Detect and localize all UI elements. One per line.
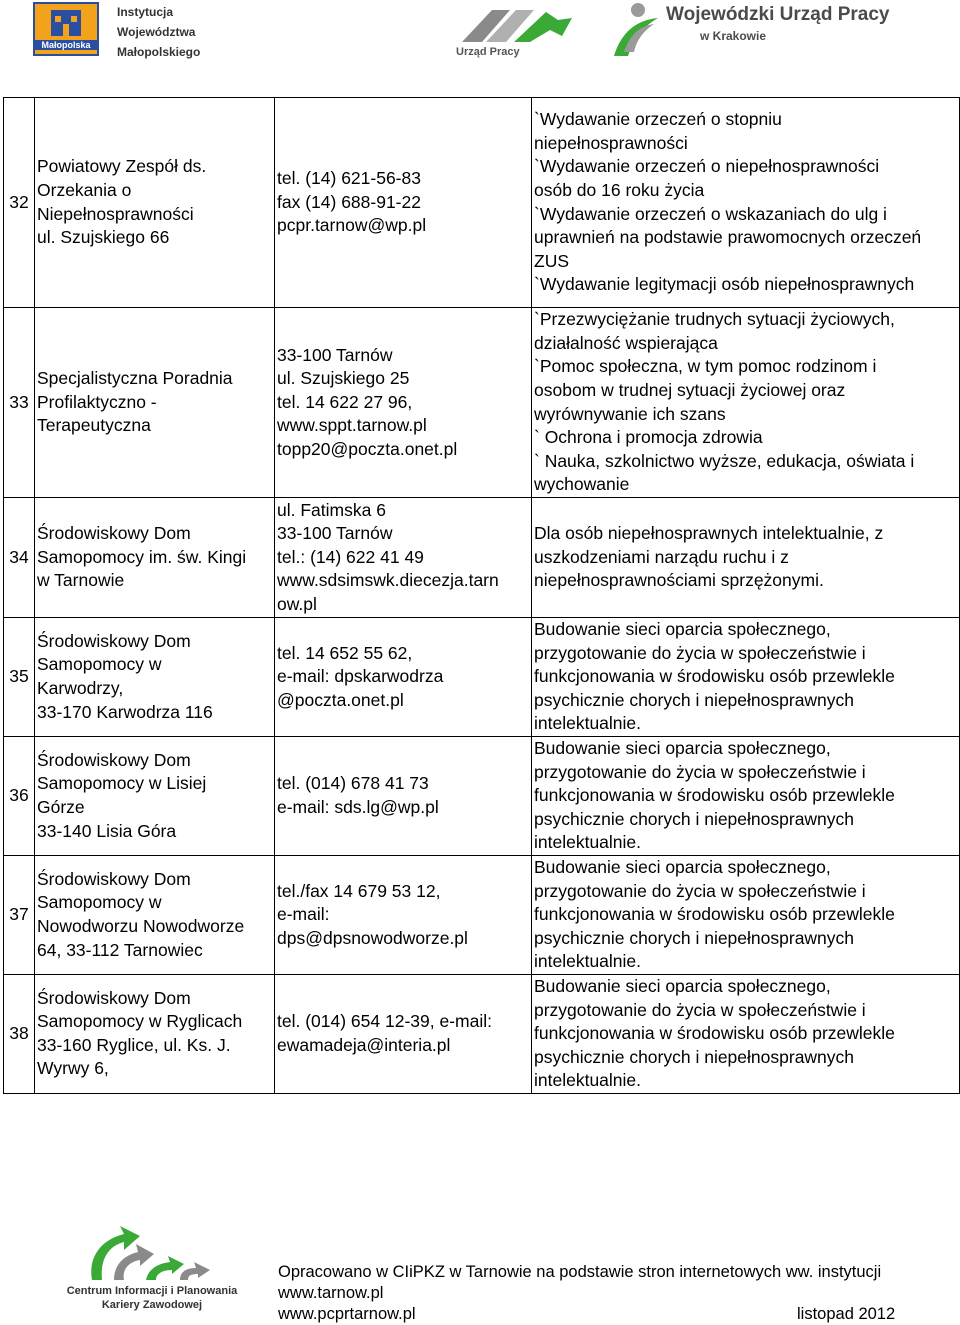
urzad-pracy-arrow-icon	[452, 2, 592, 48]
row-number: 32	[4, 98, 35, 308]
text-line: funkcjonowania w środowisku osób przewlekle	[534, 1023, 895, 1044]
text-line: Środowiskowy Dom	[37, 749, 191, 770]
text-line: e-mail: sds.lg@wp.pl	[277, 796, 439, 817]
text-line: 33-140 Lisia Góra	[37, 820, 177, 841]
text-line: Profilaktyczno -	[37, 391, 157, 412]
text-line: funkcjonowania w środowisku osób przewlekle	[534, 904, 895, 925]
text-line: tel.: (14) 622 41 49	[277, 546, 424, 567]
table-row	[4, 308, 960, 498]
text-line: niepełnosprawnościami sprzężonymi.	[534, 570, 824, 591]
text-line: psychicznie chorych i niepełnosprawnych	[534, 927, 855, 948]
ciipkz-caption	[62, 1284, 242, 1312]
row-number: 33	[4, 308, 35, 498]
text-line: Budowanie sieci oparcia społecznego,	[534, 737, 831, 758]
text-line: w Tarnowie	[37, 570, 125, 591]
text-line: Górze	[37, 796, 85, 817]
text-line: e-mail:	[277, 904, 330, 925]
text-line: Powiatowy Zespół ds.	[37, 156, 207, 177]
table-row	[4, 974, 960, 1093]
text-line: ul. Szujskiego 66	[37, 227, 170, 248]
row-number: 35	[4, 618, 35, 737]
table-row	[4, 98, 960, 308]
text-line: wyrównywanie ich szans	[534, 403, 726, 424]
logo-line: Małopolskiego	[117, 45, 201, 59]
text-line: Budowanie sieci oparcia społecznego,	[534, 856, 831, 877]
text-line: Nowodworzu Nowodworze	[37, 915, 245, 936]
urzad-pracy-logo	[452, 2, 592, 62]
text-line: przygotowanie do życia w społeczeństwie i	[534, 761, 866, 782]
institution-contact	[275, 736, 532, 855]
text-line: intelektualnie.	[534, 1070, 642, 1091]
institution-name	[35, 98, 275, 308]
institution-description	[532, 974, 960, 1093]
table-row	[4, 618, 960, 737]
text-line: tel./fax 14 679 53 12,	[277, 880, 441, 901]
institution-name	[35, 308, 275, 498]
text-line: intelektualnie.	[534, 832, 642, 853]
table-row	[4, 855, 960, 974]
text-line: ` Ochrona i promocja zdrowia	[534, 427, 763, 448]
text-line: e-mail: dpskarwodrza	[277, 666, 444, 687]
logo-line: Instytucja	[117, 5, 174, 19]
text-line: `Przezwyciężanie trudnych sytuacji życiowych,	[534, 309, 895, 330]
text-line: uszkodzeniami narządu ruchu i z	[534, 546, 789, 567]
malopolska-logo-text	[117, 2, 200, 62]
text-line: funkcjonowania w środowisku osób przewlekle	[534, 666, 895, 687]
building-emblem-icon	[35, 4, 97, 40]
text-line: Wyrwy 6,	[37, 1058, 109, 1079]
institution-contact	[275, 308, 532, 498]
text-line: ul. Szujskiego 25	[277, 368, 410, 389]
wup-title: Wojewódzki Urząd Pracy	[666, 4, 890, 25]
wup-subtitle: w Krakowie	[700, 29, 767, 43]
malopolska-badge-text: Małopolska	[35, 40, 97, 50]
text-line: dps@dpsnowodworze.pl	[277, 927, 468, 948]
text-line: Środowiskowy Dom	[37, 523, 191, 544]
text-line: ow.pl	[277, 593, 317, 614]
institution-contact	[275, 974, 532, 1093]
text-line: topp20@poczta.onet.pl	[277, 438, 458, 459]
ciipkz-arrows-icon	[62, 1222, 242, 1284]
text-line: ul. Fatimska 6	[277, 499, 386, 520]
caption-line: Kariery Zawodowej	[101, 1299, 203, 1311]
institution-name	[35, 498, 275, 618]
institution-name	[35, 855, 275, 974]
text-line: tel. 14 652 55 62,	[277, 642, 413, 663]
text-line: Budowanie sieci oparcia społecznego,	[534, 975, 831, 996]
text-line: działalność wspierająca	[534, 332, 718, 353]
logo-line: Województwa	[117, 25, 196, 39]
footer-date: listopad 2012	[797, 1305, 896, 1323]
text-line: `Pomoc społeczna, w tym pomoc rodzinom i	[534, 356, 877, 377]
institution-name	[35, 974, 275, 1093]
institution-description	[532, 618, 960, 737]
row-number: 34	[4, 498, 35, 618]
institution-description	[532, 498, 960, 618]
text-line: 33-100 Tarnów	[277, 344, 393, 365]
urzad-pracy-label: Urząd Pracy	[456, 46, 520, 58]
text-line: niepełnosprawności	[534, 132, 688, 153]
text-line: 33-100 Tarnów	[277, 523, 393, 544]
text-line: psychicznie chorych i niepełnosprawnych	[534, 1046, 855, 1067]
text-line: Niepełnosprawności	[37, 203, 194, 224]
wup-krakow-logo	[608, 0, 948, 60]
text-line: Terapeutyczna	[37, 415, 151, 436]
text-line: `Wydawanie orzeczeń o stopniu	[534, 109, 782, 130]
text-line: @poczta.onet.pl	[277, 689, 404, 710]
text-line: przygotowanie do życia w społeczeństwie i	[534, 642, 866, 663]
footer-link: www.pcprtarnow.pl	[278, 1305, 416, 1323]
institution-contact	[275, 98, 532, 308]
text-line: Orzekania o	[37, 179, 132, 200]
institution-description	[532, 736, 960, 855]
text-line: www.sdsimswk.diecezja.tarn	[277, 570, 499, 591]
text-line: tel. (014) 654 12-39, e-mail:	[277, 1011, 492, 1032]
text-line: intelektualnie.	[534, 951, 642, 972]
text-line: Środowiskowy Dom	[37, 630, 191, 651]
text-line: Samopomocy w	[37, 654, 162, 675]
text-line: Karwodrzy,	[37, 677, 124, 698]
table-row	[4, 498, 960, 618]
footer-line: Opracowano w CIiPKZ w Tarnowie na podstawie stron internetowych ww. instytucji	[278, 1263, 882, 1281]
row-number: 38	[4, 974, 35, 1093]
institution-contact	[275, 618, 532, 737]
text-line: Specjalistyczna Poradnia	[37, 368, 233, 389]
text-line: ewamadeja@interia.pl	[277, 1034, 451, 1055]
institution-name	[35, 618, 275, 737]
text-line: 33-160 Ryglice, ul. Ks. J.	[37, 1034, 231, 1055]
text-line: `Wydawanie orzeczeń o niepełnosprawności	[534, 156, 880, 177]
institution-contact	[275, 855, 532, 974]
row-number: 37	[4, 855, 35, 974]
text-line: 33-170 Karwodrza 116	[37, 701, 213, 722]
text-line: www.sppt.tarnow.pl	[277, 415, 427, 436]
caption-line: Centrum Informacji i Planowania	[66, 1285, 238, 1297]
text-line: osobom w trudnej sytuacji życiowej oraz	[534, 379, 846, 400]
text-line: fax (14) 688-91-22	[277, 191, 421, 212]
text-line: tel. (014) 678 41 73	[277, 773, 429, 794]
text-line: ZUS	[534, 250, 569, 271]
text-line: 64, 33-112 Tarnowiec	[37, 939, 203, 960]
footer-link: www.tarnow.pl	[278, 1284, 384, 1302]
footer-source-note	[278, 1262, 881, 1325]
text-line: Samopomocy w	[37, 892, 162, 913]
text-line: Samopomocy w Lisiej	[37, 773, 207, 794]
text-line: uprawnień na podstawie prawomocnych orzeczeń	[534, 227, 922, 248]
institution-description	[532, 98, 960, 308]
wup-figure-icon	[608, 0, 664, 58]
ciipkz-logo	[62, 1222, 242, 1314]
institution-name	[35, 736, 275, 855]
text-line: Budowanie sieci oparcia społecznego,	[534, 619, 831, 639]
text-line: przygotowanie do życia w społeczeństwie i	[534, 999, 866, 1020]
institution-contact	[275, 498, 532, 618]
institution-description	[532, 308, 960, 498]
text-line: psychicznie chorych i niepełnosprawnych	[534, 689, 855, 710]
text-line: wychowanie	[534, 474, 630, 495]
institutions-table	[3, 97, 960, 1094]
table-row	[4, 736, 960, 855]
text-line: ` Nauka, szkolnictwo wyższe, edukacja, oświata i	[534, 450, 915, 471]
institution-description	[532, 855, 960, 974]
text-line: Samopomocy w Ryglicach	[37, 1011, 243, 1032]
text-line: przygotowanie do życia w społeczeństwie i	[534, 880, 866, 901]
text-line: intelektualnie.	[534, 713, 642, 734]
text-line: `Wydawanie legitymacji osób niepełnosprawnych	[534, 274, 915, 295]
text-line: funkcjonowania w środowisku osób przewlekle	[534, 785, 895, 806]
text-line: Środowiskowy Dom	[37, 987, 191, 1008]
text-line: tel. 14 622 27 96,	[277, 391, 413, 412]
malopolska-emblem-icon	[33, 2, 99, 56]
text-line: osób do 16 roku życia	[534, 179, 705, 200]
malopolska-institution-logo	[33, 2, 223, 62]
text-line: psychicznie chorych i niepełnosprawnych	[534, 808, 855, 829]
text-line: `Wydawanie orzeczeń o wskazaniach do ulg i	[534, 203, 887, 224]
row-number: 36	[4, 736, 35, 855]
text-line: pcpr.tarnow@wp.pl	[277, 215, 427, 236]
text-line: tel. (14) 621-56-83	[277, 168, 421, 189]
text-line: Dla osób niepełnosprawnych intelektualnie, z	[534, 523, 884, 544]
text-line: Samopomocy im. św. Kingi	[37, 546, 247, 567]
text-line: Środowiskowy Dom	[37, 868, 191, 889]
